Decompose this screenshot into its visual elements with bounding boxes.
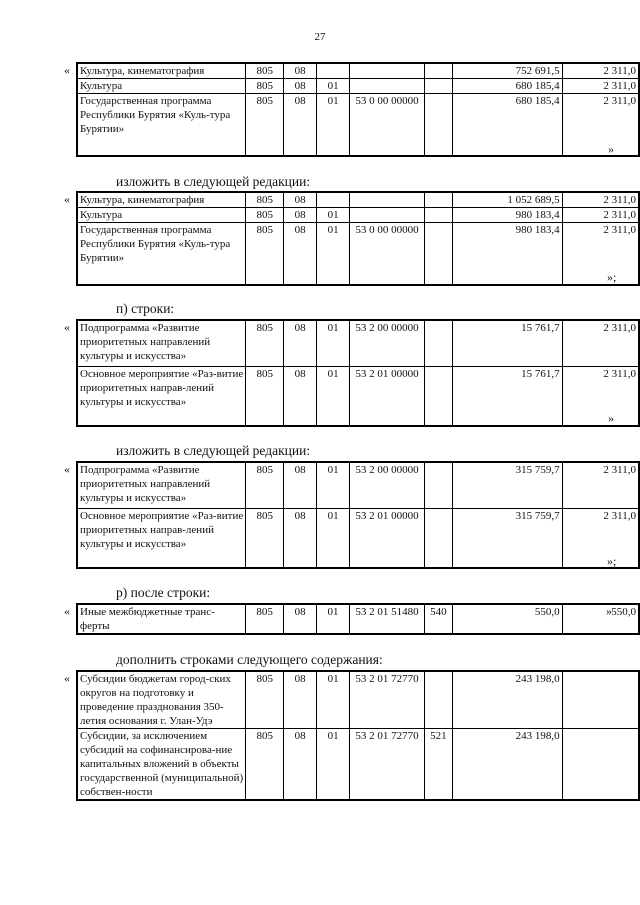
subsection-code: 01 — [317, 604, 350, 634]
close-quote: » — [608, 142, 614, 156]
row-name: Иные межбюджетные транс-ферты — [77, 604, 246, 634]
budget-table-4 — [76, 461, 640, 569]
amount-total: 980 183,4 — [452, 208, 562, 223]
subsection-code — [317, 63, 350, 79]
table-row — [77, 508, 639, 568]
amount-federal: 2 311,0 — [562, 208, 639, 223]
amount-federal: 2 311,0 — [562, 223, 639, 285]
section-code: 08 — [284, 320, 317, 366]
budget-table-3 — [76, 319, 640, 427]
amount-total: 243 198,0 — [452, 729, 562, 801]
amount-federal: 2 311,0 — [562, 462, 639, 508]
instruction-phrase: изложить в следующей редакции: — [116, 443, 311, 458]
dept-code: 805 — [246, 192, 284, 208]
dept-code: 805 — [246, 63, 284, 79]
row-name: Подпрограмма «Развитие приоритетных направлений культуры и искусства» — [77, 462, 246, 508]
subsection-code: 01 — [317, 94, 350, 156]
amount-total: 680 185,4 — [452, 79, 562, 94]
subsection-code: 01 — [317, 508, 350, 568]
row-name: Субсидии, за исключением субсидий на софинансирова-ние капитальных вложений в объекты государственной (муниципальной) собствен-ности — [77, 729, 246, 801]
target-article: 53 2 01 51480 — [350, 604, 425, 634]
target-article: 53 2 01 72770 — [350, 729, 425, 801]
open-quote: « — [64, 462, 70, 476]
section-code: 08 — [284, 671, 317, 729]
table-row — [77, 366, 639, 426]
row-name: Культура — [77, 79, 246, 94]
section-code: 08 — [284, 63, 317, 79]
amount-federal: 2 311,0 — [562, 366, 639, 426]
amount-federal: 2 311,0 — [562, 94, 639, 156]
amount-federal: 2 311,0 — [562, 320, 639, 366]
dept-code: 805 — [246, 208, 284, 223]
table-row — [77, 671, 639, 729]
close-quote: » — [608, 411, 614, 425]
budget-table-2 — [76, 191, 640, 286]
target-article: 53 0 00 00000 — [350, 223, 425, 285]
table-row — [77, 79, 639, 94]
row-name: Культура, кинематография — [77, 63, 246, 79]
expense-type: 521 — [424, 729, 452, 801]
expense-type — [424, 192, 452, 208]
subsection-code: 01 — [317, 223, 350, 285]
row-name: Основное мероприятие «Раз-витие приоритетных направ-лений культуры и искусства» — [77, 508, 246, 568]
amount-total: 15 761,7 — [452, 366, 562, 426]
section-code: 08 — [284, 79, 317, 94]
expense-type — [424, 366, 452, 426]
target-article: 53 2 01 00000 — [350, 508, 425, 568]
open-quote: « — [64, 671, 70, 685]
amount-total: 315 759,7 — [452, 508, 562, 568]
expense-type — [424, 208, 452, 223]
expense-type — [424, 320, 452, 366]
target-article — [350, 63, 425, 79]
section-code: 08 — [284, 508, 317, 568]
amount-total: 315 759,7 — [452, 462, 562, 508]
amount-federal: 2 311,0 — [562, 79, 639, 94]
subsection-code: 01 — [317, 366, 350, 426]
expense-type — [424, 94, 452, 156]
row-name: Культура — [77, 208, 246, 223]
section-code: 08 — [284, 223, 317, 285]
target-article: 53 2 00 00000 — [350, 320, 425, 366]
amount-total: 243 198,0 — [452, 671, 562, 729]
target-article: 53 2 01 00000 — [350, 366, 425, 426]
table-row — [77, 192, 639, 208]
dept-code: 805 — [246, 320, 284, 366]
amount-federal: 2 311,0 — [562, 508, 639, 568]
open-quote: « — [64, 63, 70, 77]
expense-type — [424, 223, 452, 285]
section-code: 08 — [284, 208, 317, 223]
subsection-code: 01 — [317, 208, 350, 223]
row-name: Государственная программа Республики Бурятия «Куль-тура Бурятии» — [77, 223, 246, 285]
target-article: 53 0 00 00000 — [350, 94, 425, 156]
subsection-code: 01 — [317, 462, 350, 508]
section-code: 08 — [284, 94, 317, 156]
amount-total: 550,0 — [452, 604, 562, 634]
dept-code: 805 — [246, 508, 284, 568]
table-row — [77, 729, 639, 801]
subsection-code — [317, 192, 350, 208]
amount-federal: 2 311,0 — [562, 192, 639, 208]
table-row — [77, 223, 639, 285]
dept-code: 805 — [246, 366, 284, 426]
open-quote: « — [64, 320, 70, 334]
table-row — [77, 208, 639, 223]
dept-code: 805 — [246, 604, 284, 634]
target-article: 53 2 00 00000 — [350, 462, 425, 508]
instruction-phrase: п) строки: — [116, 301, 175, 316]
amount-total: 980 183,4 — [452, 223, 562, 285]
open-quote: « — [64, 604, 70, 618]
amount-total: 1 052 689,5 — [452, 192, 562, 208]
row-name: Основное мероприятие «Раз-витие приоритетных направ-лений культуры и искусства» — [77, 366, 246, 426]
close-quote: »; — [607, 554, 617, 568]
expense-type — [424, 671, 452, 729]
target-article — [350, 79, 425, 94]
row-name: Субсидии бюджетам город-ских округов на подготовку и проведение празднования 350-летия основания г. Улан-Удэ — [77, 671, 246, 729]
dept-code: 805 — [246, 671, 284, 729]
table-row — [77, 604, 639, 634]
amount-federal: 550,0 — [562, 604, 639, 634]
expense-type: 540 — [424, 604, 452, 634]
subsection-code: 01 — [317, 320, 350, 366]
dept-code: 805 — [246, 223, 284, 285]
target-article — [350, 208, 425, 223]
subsection-code: 01 — [317, 79, 350, 94]
row-name: Государственная программа Республики Бурятия «Куль-тура Бурятии» — [77, 94, 246, 156]
amount-federal — [562, 671, 639, 729]
open-quote: « — [64, 192, 70, 206]
close-quote: » — [606, 604, 612, 618]
table-row — [77, 63, 639, 79]
budget-table-1 — [76, 62, 640, 157]
section-code: 08 — [284, 366, 317, 426]
dept-code: 805 — [246, 94, 284, 156]
instruction-phrase: изложить в следующей редакции: — [116, 174, 311, 189]
close-quote: »; — [607, 270, 617, 284]
expense-type — [424, 63, 452, 79]
dept-code: 805 — [246, 462, 284, 508]
row-name: Культура, кинематография — [77, 192, 246, 208]
table-row — [77, 320, 639, 366]
section-code: 08 — [284, 604, 317, 634]
amount-total: 15 761,7 — [452, 320, 562, 366]
table-row — [77, 94, 639, 156]
amount-federal — [562, 729, 639, 801]
amount-federal: 2 311,0 — [562, 63, 639, 79]
expense-type — [424, 508, 452, 568]
row-name: Подпрограмма «Развитие приоритетных направлений культуры и искусства» — [77, 320, 246, 366]
subsection-code: 01 — [317, 671, 350, 729]
instruction-phrase: дополнить строками следующего содержания: — [116, 652, 383, 667]
section-code: 08 — [284, 192, 317, 208]
section-code: 08 — [284, 462, 317, 508]
expense-type — [424, 462, 452, 508]
section-code: 08 — [284, 729, 317, 801]
table-row — [77, 462, 639, 508]
expense-type — [424, 79, 452, 94]
instruction-phrase: р) после строки: — [116, 585, 211, 600]
budget-table-5 — [76, 603, 640, 635]
target-article: 53 2 01 72770 — [350, 671, 425, 729]
page-number: 27 — [314, 31, 326, 43]
amount-total: 752 691,5 — [452, 63, 562, 79]
subsection-code: 01 — [317, 729, 350, 801]
target-article — [350, 192, 425, 208]
dept-code: 805 — [246, 729, 284, 801]
budget-table-6 — [76, 670, 640, 801]
dept-code: 805 — [246, 79, 284, 94]
amount-total: 680 185,4 — [452, 94, 562, 156]
